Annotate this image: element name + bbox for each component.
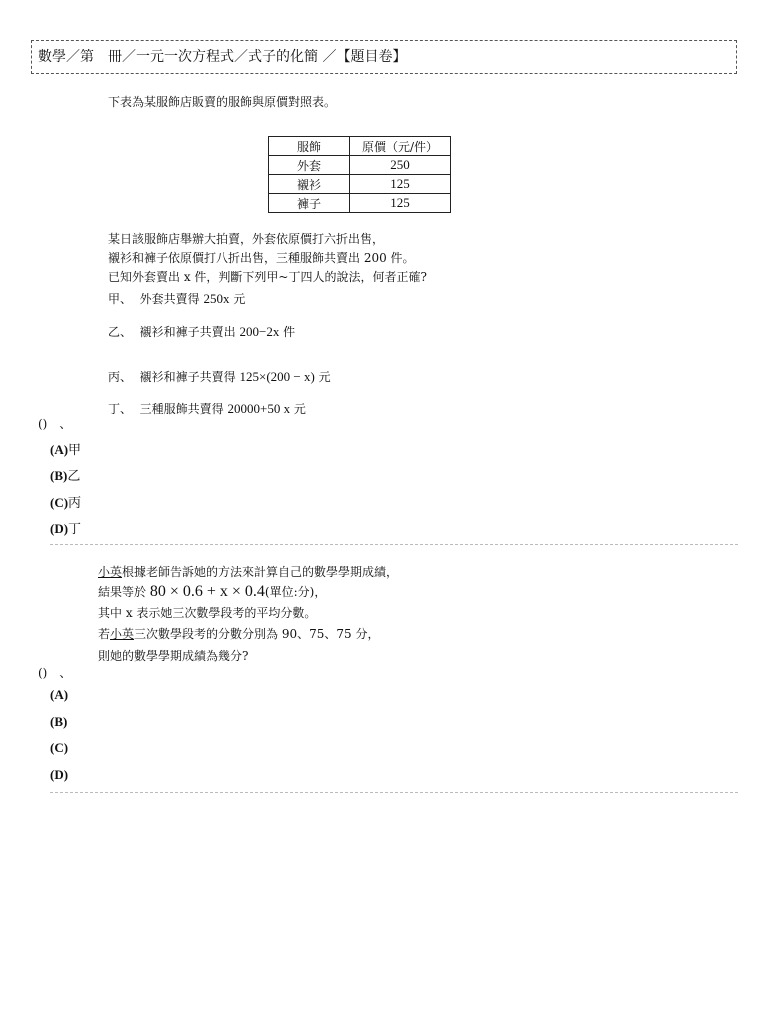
q1-option-a[interactable] [50, 439, 81, 458]
statement-c-unit: 元 [318, 370, 331, 384]
question-divider [50, 544, 738, 545]
statement-a-text: 外套共賣得 [139, 292, 200, 306]
table-cell: 125 [350, 194, 451, 213]
q2-option-a[interactable] [50, 687, 68, 703]
option-letter: (B) [50, 468, 68, 483]
statement-c-text: 襯衫和褲子共賣得 [139, 370, 236, 384]
q1-answer-paren[interactable]: () 、 [38, 417, 72, 431]
statement-c-math: 125×(200 − x) [239, 369, 315, 384]
table-row [269, 156, 451, 175]
grade-formula: 80 × 0.6 + x × 0.4 [149, 583, 265, 600]
table-row [269, 175, 451, 194]
question-divider [50, 792, 738, 793]
option-letter: (C) [50, 740, 69, 755]
q2-line2-pre: 結果等於 [98, 585, 147, 599]
q1-intro: 下表為某服飾店販賣的服飾與原價對照表。 [108, 95, 337, 109]
q1-option-b[interactable] [50, 465, 80, 484]
option-letter: (A) [50, 687, 69, 702]
table-row [269, 194, 451, 213]
statement-d-math: 20000+50 x [227, 401, 291, 416]
q2-line5: 則她的數學學期成績為幾分? [98, 649, 249, 663]
statement-a [108, 291, 245, 307]
table-header-cell: 原價（元/件） [350, 137, 451, 156]
statement-b [108, 324, 295, 340]
statement-d [108, 401, 306, 417]
q2-option-c[interactable] [50, 740, 68, 756]
q2-line3: 其中 x 表示她三次數學段考的平均分數。 [98, 606, 317, 620]
option-text: 乙 [67, 469, 81, 484]
student-name: 小英 [98, 565, 123, 579]
q1-line2: 襯衫和褲子依原價打八折出售，三種服飾共賣出 200 件。 [108, 251, 415, 265]
statement-d-text: 三種服飾共賣得 [139, 402, 224, 416]
table-cell: 外套 [269, 156, 350, 175]
option-text: 丁 [68, 522, 82, 537]
q2-line4-text: 三次數學段考的分數分別為 90、75、75 分， [134, 627, 380, 641]
option-text: 丙 [68, 496, 82, 511]
statement-b-math: 200−2x [239, 324, 280, 339]
option-text: 甲 [68, 443, 82, 458]
option-letter: (D) [50, 767, 69, 782]
q1-option-d[interactable] [50, 518, 81, 537]
q1-option-c[interactable] [50, 492, 81, 511]
option-letter: (C) [50, 495, 69, 510]
student-name: 小英 [110, 627, 135, 641]
statement-c [108, 369, 331, 385]
q1-line3: 已知外套賣出 x 件，判斷下列甲~丁四人的說法，何者正確? [108, 270, 427, 284]
statement-a-math: 250x [203, 291, 230, 306]
table-header-row [269, 137, 451, 156]
table-cell: 250 [350, 156, 451, 175]
statement-b-unit: 件 [283, 325, 296, 339]
q2-line4-pre: 若 [98, 627, 111, 641]
statement-b-label: 乙、 [108, 325, 133, 339]
table-cell: 125 [350, 175, 451, 194]
option-letter: (B) [50, 714, 68, 729]
statement-a-label: 甲、 [108, 292, 133, 306]
q1-line1: 某日該服飾店舉辦大拍賣，外套依原價打六折出售， [108, 232, 385, 246]
table-cell: 褲子 [269, 194, 350, 213]
table-header-cell: 服飾 [269, 137, 350, 156]
option-letter: (A) [50, 442, 69, 457]
price-table [268, 136, 451, 213]
option-letter: (D) [50, 521, 69, 536]
q2-answer-paren[interactable]: () 、 [38, 666, 72, 680]
q2-line4 [98, 626, 379, 642]
q2-line1-text: 根據老師告訴她的方法來計算自己的數學學期成績， [122, 565, 399, 579]
statement-d-unit: 元 [293, 402, 306, 416]
page-header: 數學／第 冊／一元一次方程式／式子的化簡 ／【題目卷】 [31, 40, 737, 74]
q2-line2 [98, 584, 326, 600]
statement-c-label: 丙、 [108, 370, 133, 384]
q2-line1 [98, 564, 398, 580]
statement-a-unit: 元 [233, 292, 246, 306]
statement-d-label: 丁、 [108, 402, 133, 416]
q2-option-d[interactable] [50, 767, 68, 783]
q2-option-b[interactable] [50, 714, 67, 730]
statement-b-text: 襯衫和褲子共賣出 [139, 325, 236, 339]
table-cell: 襯衫 [269, 175, 350, 194]
q2-line2-post: (單位:分)， [264, 585, 327, 599]
